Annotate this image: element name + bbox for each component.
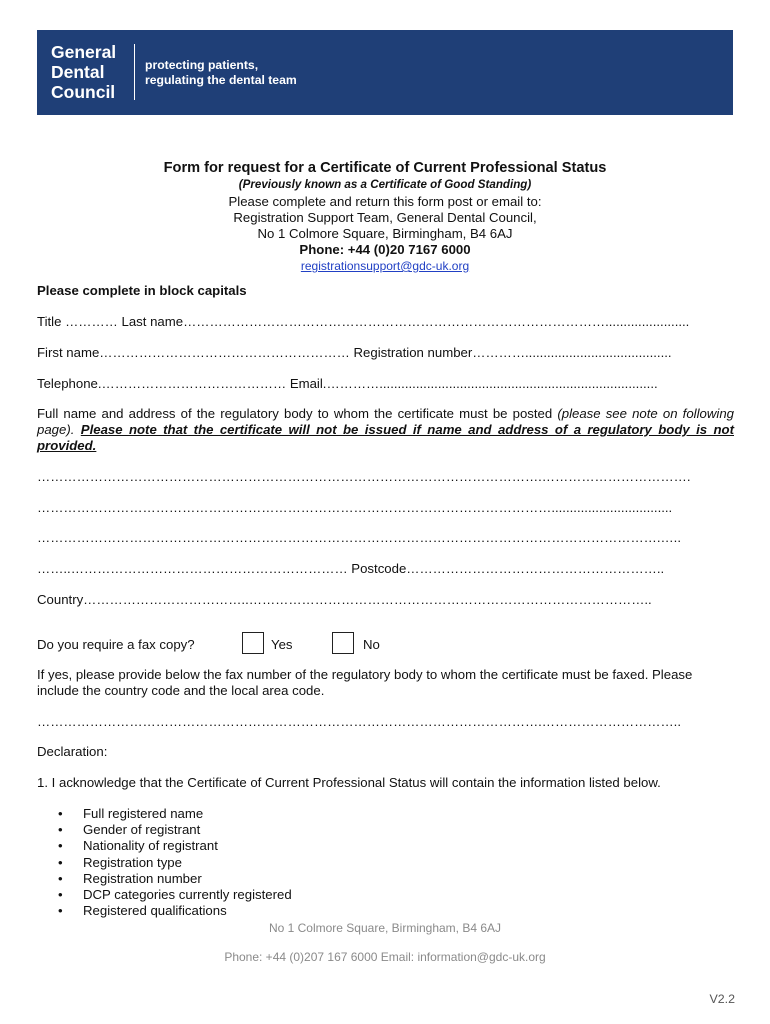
- declaration-label: Declaration:: [37, 744, 108, 759]
- version-label: V2.2: [709, 992, 735, 1006]
- list-item: • Registration type: [58, 854, 182, 870]
- header-banner: [37, 30, 733, 115]
- gdc-logo: [51, 42, 116, 102]
- form-title: Form for request for a Certificate of Current Professional Status: [163, 160, 607, 176]
- instruction-line: Registration Support Team, General Dental Council,: [233, 210, 537, 225]
- certificate-info-list: [37, 806, 292, 919]
- regbody-warning: Please note that the certificate will not be issued if name and address of a regulatory body is not provided.: [37, 422, 734, 453]
- fax-question: Do you require a fax copy?: [37, 637, 195, 652]
- list-item: • Registered qualifications: [58, 903, 227, 919]
- fax-yes-checkbox[interactable]: [242, 632, 264, 654]
- address-line-1[interactable]: …………………………………………………………………………………………………….…………………………….: [37, 469, 691, 484]
- list-item: • Gender of registrant: [58, 822, 201, 838]
- fax-instruction: If yes, please provide below the fax number of the regulatory body to whom the certificate must be faxed. Please include the country code and the local area code.: [37, 667, 693, 698]
- title-lastname-field[interactable]: Title ………… Last name…………………………………………………………………………………….......................: [37, 314, 690, 329]
- tagline-line: regulating the dental team: [145, 73, 297, 87]
- address-line-3[interactable]: …………………………………………………………………………………………………………………………….…..: [37, 530, 681, 545]
- country-field[interactable]: Country………………………………..………………………………………………………………………………..: [37, 592, 652, 607]
- telephone-email-field[interactable]: Telephone.…………………………………… Email.…………............................................................................: [37, 376, 658, 391]
- contact-email-link[interactable]: registrationsupport@gdc-uk.org: [300, 259, 470, 273]
- instruction-line: Please complete and return this form post or email to:: [228, 194, 542, 209]
- footer-address: No 1 Colmore Square, Birmingham, B4 6AJ: [268, 921, 502, 935]
- instruction-line: No 1 Colmore Square, Birmingham, B4 6AJ: [257, 226, 513, 241]
- postcode-field[interactable]: ……..……………………………………………………… Postcode…………………………………………………..: [37, 561, 665, 576]
- contact-phone: Phone: +44 (0)20 7167 6000: [299, 242, 471, 257]
- tagline-line: protecting patients,: [145, 58, 259, 72]
- list-item: • DCP categories currently registered: [58, 887, 292, 903]
- fax-number-field[interactable]: …………………………………………………………………………………………………….…………………………..: [37, 714, 681, 729]
- fax-no-checkbox[interactable]: [332, 632, 354, 654]
- brand-line: Dental: [51, 62, 105, 82]
- logo-divider: [134, 44, 135, 100]
- regbody-note: (please see note on following page).: [37, 406, 734, 437]
- regbody-intro: Full name and address of the regulatory body to whom the certificate must be posted: [37, 406, 558, 421]
- firstname-registration-field[interactable]: First name………………………………………………… Registration number…………........................................: [37, 345, 672, 360]
- footer-contact: Phone: +44 (0)207 167 6000 Email: information@gdc-uk.org: [224, 950, 546, 964]
- list-item: • Registration number: [58, 870, 202, 886]
- form-subtitle: (Previously known as a Certificate of Good Standing): [238, 178, 532, 191]
- tagline: [145, 58, 297, 88]
- list-item: • Full registered name: [58, 806, 204, 821]
- fax-yes-label: Yes: [271, 637, 293, 652]
- block-capitals-note: Please complete in block capitals: [37, 283, 247, 298]
- address-line-2[interactable]: ……………………………………………………………………………………………………….................................: [37, 500, 673, 515]
- brand-line: Council: [51, 82, 116, 102]
- list-item: • Nationality of registrant: [58, 838, 218, 854]
- brand-line: General: [51, 42, 117, 62]
- regulatory-body-instruction: [37, 406, 734, 454]
- fax-no-label: No: [363, 637, 380, 652]
- declaration-1: 1. I acknowledge that the Certificate of Current Professional Status will contain the information listed below.: [37, 775, 661, 790]
